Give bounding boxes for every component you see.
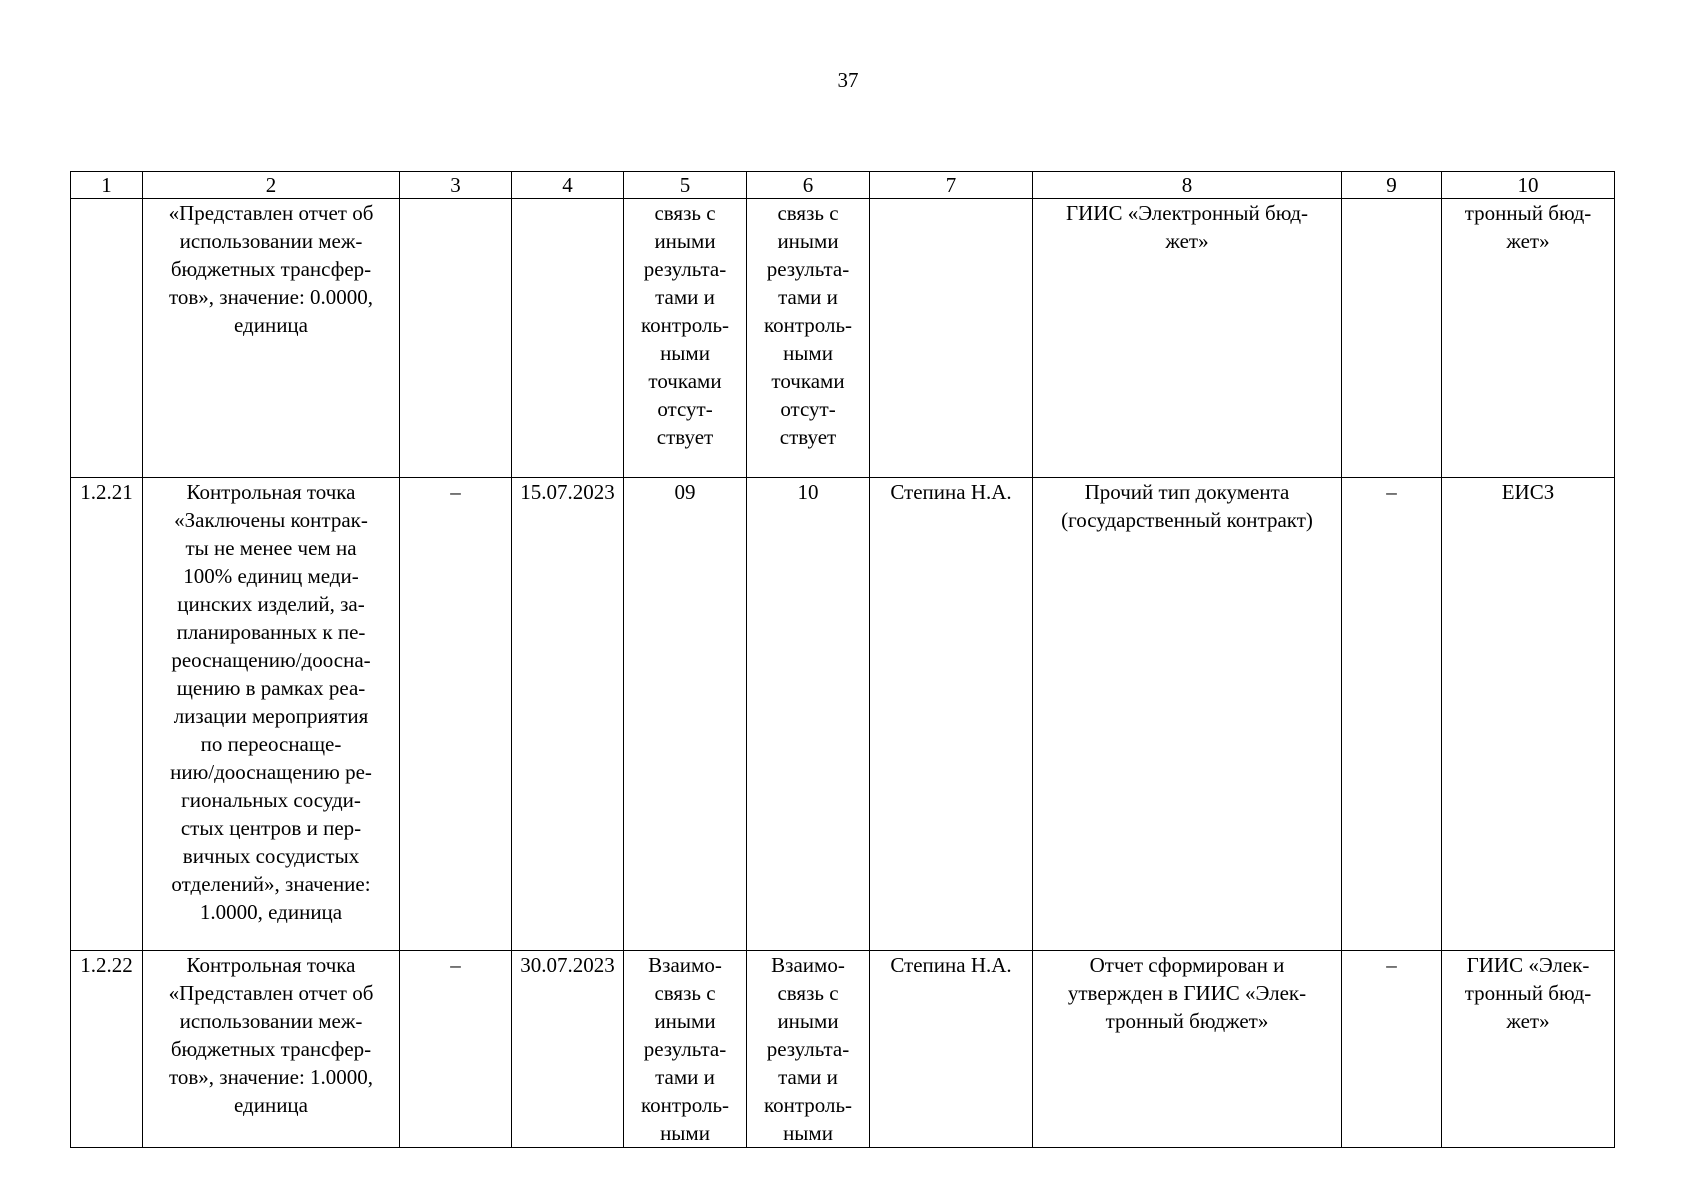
cell-text-line: тов», значение: 1.0000,	[168, 1065, 374, 1089]
cell-text-line: иными	[777, 229, 839, 253]
cell-text-line: ГИИС «Элек-	[1466, 953, 1590, 977]
cell-text-line: планированных к пе-	[176, 620, 366, 644]
cell-text-line: Отчет сформирован и	[1089, 953, 1285, 977]
cell-name	[143, 199, 400, 478]
cell-text-line: ствует	[656, 425, 714, 449]
cell-text-line: цинских изделий, за-	[177, 592, 365, 616]
cell-text-line: контроль-	[763, 1093, 853, 1117]
cell-text-line: отделений», значение:	[171, 872, 371, 896]
cell-text-line: 15.07.2023	[520, 480, 615, 504]
cell-text-line: «Представлен отчет об	[168, 981, 374, 1005]
cell-text-line: отсут-	[657, 397, 713, 421]
column-header: 8	[1033, 172, 1342, 199]
column-header: 6	[747, 172, 870, 199]
cell-responsible	[870, 199, 1033, 478]
table-row	[71, 199, 1615, 478]
cell-text-line: ными	[660, 341, 710, 365]
cell-text-line: использовании меж-	[179, 229, 363, 253]
cell-number	[71, 478, 143, 951]
cell-text-line: жет»	[1506, 1009, 1550, 1033]
cell-document	[1033, 478, 1342, 951]
cell-text-line: точками	[771, 369, 845, 393]
cell-text-line: жет»	[1165, 229, 1209, 253]
cell-text-line: Степина Н.А.	[890, 480, 1012, 504]
cell-text-line: –	[1386, 480, 1397, 504]
control-points-table	[70, 171, 1615, 1148]
column-header: 2	[143, 172, 400, 199]
cell-text-line: –	[450, 953, 461, 977]
column-header: 3	[400, 172, 512, 199]
cell-col3	[400, 951, 512, 1148]
cell-col3	[400, 199, 512, 478]
cell-text-line: по переоснаще-	[200, 732, 342, 756]
cell-col6	[747, 951, 870, 1148]
column-header: 5	[624, 172, 747, 199]
cell-text-line: отсут-	[780, 397, 836, 421]
cell-document	[1033, 199, 1342, 478]
cell-text-line: тронный бюд-	[1464, 981, 1592, 1005]
cell-text-line: тронный бюджет»	[1105, 1009, 1269, 1033]
cell-text-line: тами и	[778, 1065, 838, 1089]
cell-text-line: Взаимо-	[771, 953, 845, 977]
cell-text-line: гиональных сосуди-	[181, 788, 361, 812]
cell-text-line: бюджетных трансфер-	[170, 257, 372, 281]
cell-col5	[624, 478, 747, 951]
column-header: 1	[71, 172, 143, 199]
cell-document	[1033, 951, 1342, 1148]
cell-text-line: ЕИСЗ	[1501, 480, 1555, 504]
cell-text-line: тов», значение: 0.0000,	[168, 285, 374, 309]
cell-text-line: (государственный контракт)	[1061, 508, 1313, 532]
cell-text-line: –	[1386, 953, 1397, 977]
cell-text-line: тами и	[655, 1065, 715, 1089]
cell-text-line: стых центров и пер-	[180, 816, 362, 840]
cell-text-line: ГИИС «Электронный бюд-	[1065, 201, 1309, 225]
cell-col9	[1342, 951, 1442, 1148]
cell-system	[1442, 199, 1615, 478]
cell-text-line: 30.07.2023	[520, 953, 615, 977]
cell-text-line: результа-	[766, 257, 850, 281]
cell-text-line: 10	[797, 480, 819, 504]
cell-date	[512, 199, 624, 478]
cell-text-line: 1.2.21	[80, 480, 133, 504]
cell-text-line: Контрольная точка	[186, 953, 356, 977]
cell-text-line: тами и	[778, 285, 838, 309]
header-row	[71, 172, 1615, 199]
cell-col3	[400, 478, 512, 951]
cell-text-line: «Заключены контрак-	[174, 508, 368, 532]
cell-responsible	[870, 951, 1033, 1148]
column-header: 9	[1342, 172, 1442, 199]
cell-text-line: тами и	[655, 285, 715, 309]
cell-text-line: связь с	[654, 981, 716, 1005]
cell-text-line: лизации мероприятия	[173, 704, 369, 728]
cell-text-line: Степина Н.А.	[890, 953, 1012, 977]
cell-text-line: ными	[660, 1121, 710, 1145]
cell-text-line: 1.2.22	[80, 953, 133, 977]
cell-text-line: иными	[654, 229, 716, 253]
cell-system	[1442, 951, 1615, 1148]
cell-name	[143, 478, 400, 951]
cell-text-line: тронный бюд-	[1464, 201, 1592, 225]
cell-text-line: Взаимо-	[648, 953, 722, 977]
cell-col5	[624, 951, 747, 1148]
cell-name	[143, 951, 400, 1148]
cell-text-line: контроль-	[763, 313, 853, 337]
column-header: 4	[512, 172, 624, 199]
cell-text-line: утвержден в ГИИС «Элек-	[1067, 981, 1307, 1005]
cell-date	[512, 951, 624, 1148]
cell-col5	[624, 199, 747, 478]
cell-text-line: связь с	[654, 201, 716, 225]
cell-text-line: «Представлен отчет об	[168, 201, 374, 225]
cell-text-line: бюджетных трансфер-	[170, 1037, 372, 1061]
cell-text-line: связь с	[777, 981, 839, 1005]
table-row	[71, 951, 1615, 1148]
cell-text-line: нию/дооснащению ре-	[170, 760, 372, 784]
cell-text-line: ными	[783, 341, 833, 365]
cell-text-line: ты не менее чем на	[185, 536, 357, 560]
cell-text-line: результа-	[766, 1037, 850, 1061]
cell-col9	[1342, 478, 1442, 951]
cell-text-line: иными	[654, 1009, 716, 1033]
cell-system	[1442, 478, 1615, 951]
cell-text-line: результа-	[643, 257, 727, 281]
cell-text-line: контроль-	[640, 313, 730, 337]
cell-text-line: –	[450, 480, 461, 504]
cell-text-line: 100% единиц меди-	[183, 564, 359, 588]
cell-text-line: иными	[777, 1009, 839, 1033]
cell-text-line: использовании меж-	[179, 1009, 363, 1033]
cell-text-line: Прочий тип документа	[1084, 480, 1290, 504]
cell-text-line: точками	[648, 369, 722, 393]
column-header: 7	[870, 172, 1033, 199]
cell-text-line: контроль-	[640, 1093, 730, 1117]
table-row	[71, 478, 1615, 951]
cell-text-line: щению в рамках реа-	[176, 676, 366, 700]
cell-responsible	[870, 478, 1033, 951]
cell-text-line: жет»	[1506, 229, 1550, 253]
page-number: 37	[837, 68, 859, 92]
cell-text-line: вичных сосудистых	[182, 844, 360, 868]
cell-text-line: связь с	[777, 201, 839, 225]
cell-text-line: ствует	[779, 425, 837, 449]
cell-number	[71, 199, 143, 478]
cell-text-line: единица	[233, 1093, 308, 1117]
cell-text-line: реоснащению/доосна-	[171, 648, 371, 672]
cell-col6	[747, 199, 870, 478]
cell-number	[71, 951, 143, 1148]
cell-text-line: ными	[783, 1121, 833, 1145]
cell-text-line: единица	[233, 313, 308, 337]
column-header: 10	[1442, 172, 1615, 199]
cell-col9	[1342, 199, 1442, 478]
cell-col6	[747, 478, 870, 951]
cell-date	[512, 478, 624, 951]
cell-text-line: результа-	[643, 1037, 727, 1061]
cell-text-line: 1.0000, единица	[199, 900, 343, 924]
cell-text-line: 09	[674, 480, 696, 504]
cell-text-line: Контрольная точка	[186, 480, 356, 504]
